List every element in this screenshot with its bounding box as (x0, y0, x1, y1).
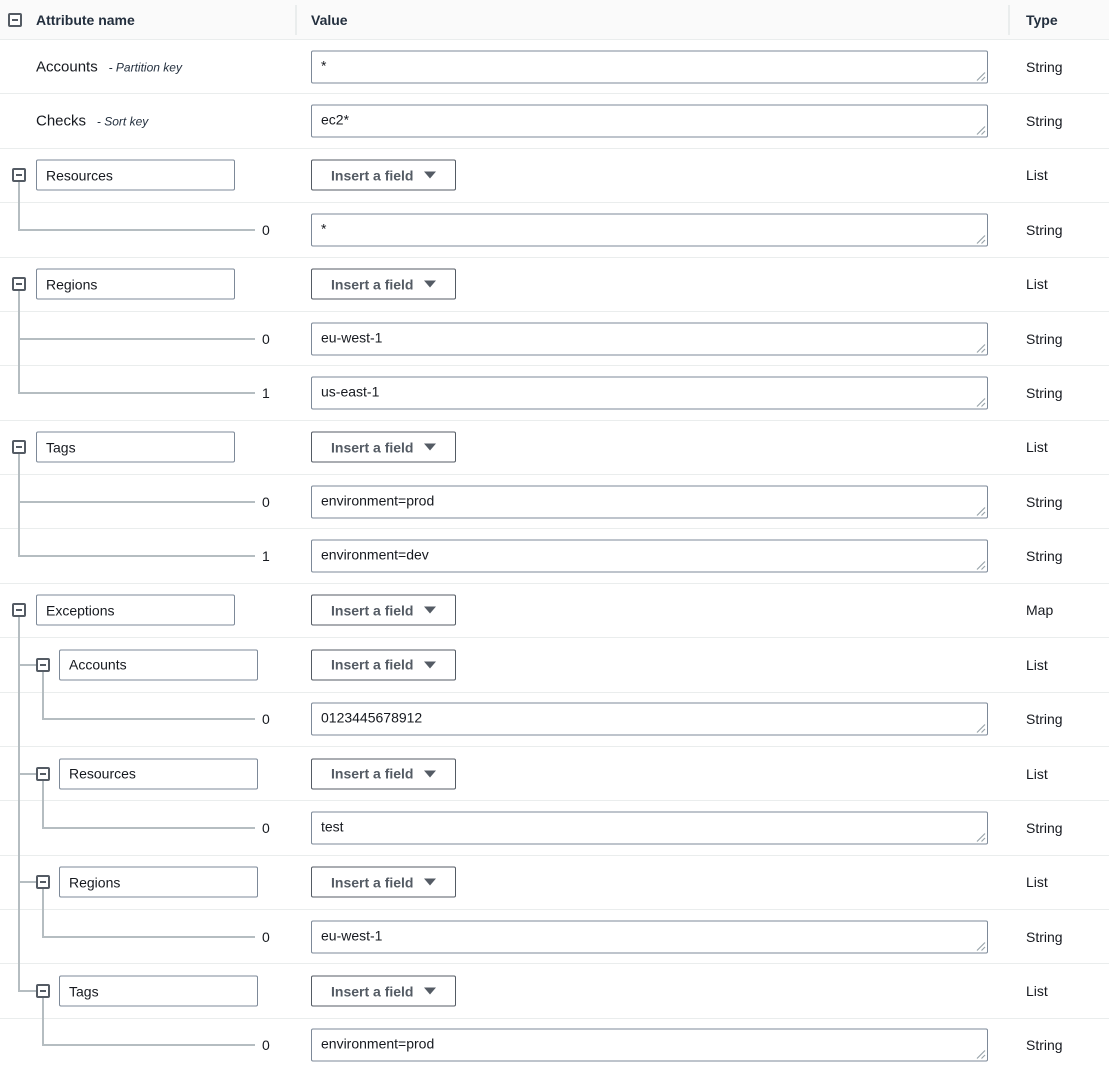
tree-connector (42, 672, 44, 692)
index-label: 0 (262, 221, 270, 238)
attribute-name-input[interactable] (59, 976, 258, 1007)
value-input[interactable] (311, 920, 988, 953)
header-attribute-name: Attribute name (36, 11, 135, 28)
type-label: String (1026, 330, 1063, 347)
minus-square-icon[interactable] (12, 440, 26, 454)
value-input[interactable] (311, 50, 988, 83)
type-label: List (1026, 765, 1048, 782)
tree-connector (42, 718, 255, 720)
attribute-row (0, 963, 1109, 1017)
index-label: 1 (262, 384, 270, 401)
tree-connector (42, 692, 44, 721)
attribute-row (0, 909, 1109, 963)
insert-field-button[interactable] (311, 758, 456, 789)
type-label: String (1026, 819, 1063, 836)
index-label: 0 (262, 330, 270, 347)
minus-square-icon[interactable] (12, 603, 26, 617)
attribute-name-input[interactable] (36, 432, 235, 463)
attribute-row (0, 311, 1109, 365)
attribute-name-input[interactable] (59, 758, 258, 789)
value-field (311, 213, 988, 246)
minus-square-icon[interactable] (12, 277, 26, 291)
type-label: String (1026, 711, 1063, 728)
column-divider (1008, 5, 1010, 35)
collapse-all-minus-square-icon[interactable] (8, 13, 22, 27)
resize-grip-icon[interactable] (975, 233, 986, 244)
attribute-row (0, 692, 1109, 746)
key-qualifier-label: - Partition key (108, 60, 182, 75)
tree-connector (18, 392, 255, 394)
caret-down-icon (424, 770, 436, 777)
attribute-name: Accounts (36, 58, 98, 76)
attribute-name: Checks (36, 112, 87, 130)
caret-down-icon (424, 988, 436, 995)
insert-field-label: Insert a field (331, 602, 414, 619)
attribute-row (0, 1018, 1109, 1072)
resize-grip-icon[interactable] (975, 940, 986, 951)
insert-field-button[interactable] (311, 432, 456, 463)
type-label: String (1026, 384, 1063, 401)
value-field (311, 105, 988, 138)
tree-connector (18, 909, 20, 963)
attribute-row (0, 746, 1109, 800)
tree-connector (42, 781, 44, 801)
minus-square-icon[interactable] (36, 658, 50, 672)
attribute-name-label (36, 113, 148, 130)
insert-field-button[interactable] (311, 595, 456, 626)
value-input[interactable] (311, 322, 988, 355)
tree-connector (18, 501, 255, 503)
tree-connector (18, 692, 20, 746)
index-label: 0 (262, 711, 270, 728)
resize-grip-icon[interactable] (975, 70, 986, 81)
value-input[interactable] (311, 1029, 988, 1062)
resize-grip-icon[interactable] (975, 831, 986, 842)
type-label: List (1026, 167, 1048, 184)
tree-connector (42, 800, 44, 829)
type-label: List (1026, 656, 1048, 673)
insert-field-label: Insert a field (331, 656, 414, 673)
insert-field-label: Insert a field (331, 439, 414, 456)
type-label: String (1026, 1037, 1063, 1054)
tree-connector (18, 617, 20, 637)
value-field (311, 703, 988, 736)
value-field (311, 1029, 988, 1062)
tree-connector (18, 229, 255, 231)
minus-square-icon[interactable] (36, 984, 50, 998)
type-label: List (1026, 439, 1048, 456)
tree-connector (18, 664, 38, 666)
tree-connector (42, 889, 44, 909)
tree-connector (18, 454, 20, 474)
minus-square-icon[interactable] (12, 168, 26, 182)
caret-down-icon (424, 879, 436, 886)
resize-grip-icon[interactable] (975, 505, 986, 516)
attribute-name-input[interactable] (36, 595, 235, 626)
type-label: Map (1026, 602, 1054, 619)
caret-down-icon (424, 607, 436, 614)
type-label: List (1026, 874, 1048, 891)
attribute-row (0, 855, 1109, 909)
index-label: 0 (262, 819, 270, 836)
attribute-name-label (36, 58, 182, 75)
tree-connector (18, 773, 38, 775)
insert-field-button[interactable] (311, 269, 456, 300)
type-label: String (1026, 221, 1063, 238)
header-value: Value (311, 11, 348, 28)
insert-field-label: Insert a field (331, 983, 414, 1000)
insert-field-button[interactable] (311, 976, 456, 1007)
insert-field-label: Insert a field (331, 874, 414, 891)
value-input[interactable] (311, 376, 988, 409)
table-header (0, 0, 1109, 40)
type-label: String (1026, 58, 1063, 75)
value-field (311, 322, 988, 355)
minus-square-icon[interactable] (36, 875, 50, 889)
value-input[interactable] (311, 105, 988, 138)
resize-grip-icon[interactable] (975, 1049, 986, 1060)
attribute-name-input[interactable] (36, 160, 235, 191)
tree-connector (18, 990, 38, 992)
attribute-row (0, 202, 1109, 256)
tree-connector (18, 202, 20, 231)
tree-connector (18, 963, 20, 992)
insert-field-button[interactable] (311, 649, 456, 680)
value-input[interactable] (311, 213, 988, 246)
index-label: 0 (262, 493, 270, 510)
tree-connector (42, 1018, 44, 1047)
insert-field-button[interactable] (311, 160, 456, 191)
attribute-row (0, 257, 1109, 311)
resize-grip-icon[interactable] (975, 560, 986, 571)
type-label: String (1026, 928, 1063, 945)
type-label: String (1026, 113, 1063, 130)
tree-connector (18, 528, 20, 557)
caret-down-icon (424, 172, 436, 179)
resize-grip-icon[interactable] (975, 342, 986, 353)
caret-down-icon (424, 444, 436, 451)
attribute-rows (0, 40, 1109, 1072)
resize-grip-icon[interactable] (975, 723, 986, 734)
type-label: List (1026, 983, 1048, 1000)
type-label: String (1026, 493, 1063, 510)
tree-connector (42, 998, 44, 1018)
attribute-row (0, 365, 1109, 419)
index-label: 0 (262, 1037, 270, 1054)
attribute-row (0, 474, 1109, 528)
insert-field-button[interactable] (311, 867, 456, 898)
type-label: List (1026, 276, 1048, 293)
index-label: 1 (262, 548, 270, 565)
attribute-row (0, 420, 1109, 474)
column-divider (295, 5, 297, 35)
header-type: Type (1026, 11, 1058, 28)
attribute-row (0, 583, 1109, 637)
attribute-name-input[interactable] (59, 649, 258, 680)
attribute-row (0, 148, 1109, 202)
attribute-name-input[interactable] (59, 867, 258, 898)
tree-connector (18, 338, 255, 340)
value-field (311, 485, 988, 518)
tree-connector (42, 936, 255, 938)
resize-grip-icon[interactable] (975, 125, 986, 136)
index-label: 0 (262, 928, 270, 945)
value-input[interactable] (311, 703, 988, 736)
value-field (311, 540, 988, 573)
attribute-name-input[interactable] (36, 269, 235, 300)
value-field (311, 376, 988, 409)
attribute-row (0, 637, 1109, 691)
value-input[interactable] (311, 485, 988, 518)
value-field (311, 50, 988, 83)
tree-connector (18, 291, 20, 311)
key-qualifier-label: - Sort key (96, 114, 149, 129)
value-field (311, 811, 988, 844)
attribute-row (0, 528, 1109, 582)
attribute-row (0, 40, 1109, 93)
insert-field-label: Insert a field (331, 765, 414, 782)
caret-down-icon (424, 281, 436, 288)
value-input[interactable] (311, 540, 988, 573)
minus-square-icon[interactable] (36, 767, 50, 781)
tree-connector (18, 881, 38, 883)
tree-connector (18, 182, 20, 202)
type-label: String (1026, 548, 1063, 565)
insert-field-label: Insert a field (331, 167, 414, 184)
tree-connector (42, 1044, 255, 1046)
caret-down-icon (424, 661, 436, 668)
tree-connector (18, 365, 20, 394)
attribute-row (0, 93, 1109, 147)
attribute-row (0, 800, 1109, 854)
tree-connector (42, 909, 44, 938)
insert-field-label: Insert a field (331, 276, 414, 293)
value-field (311, 920, 988, 953)
tree-connector (18, 555, 255, 557)
value-input[interactable] (311, 811, 988, 844)
tree-connector (42, 827, 255, 829)
resize-grip-icon[interactable] (975, 396, 986, 407)
tree-connector (18, 800, 20, 854)
